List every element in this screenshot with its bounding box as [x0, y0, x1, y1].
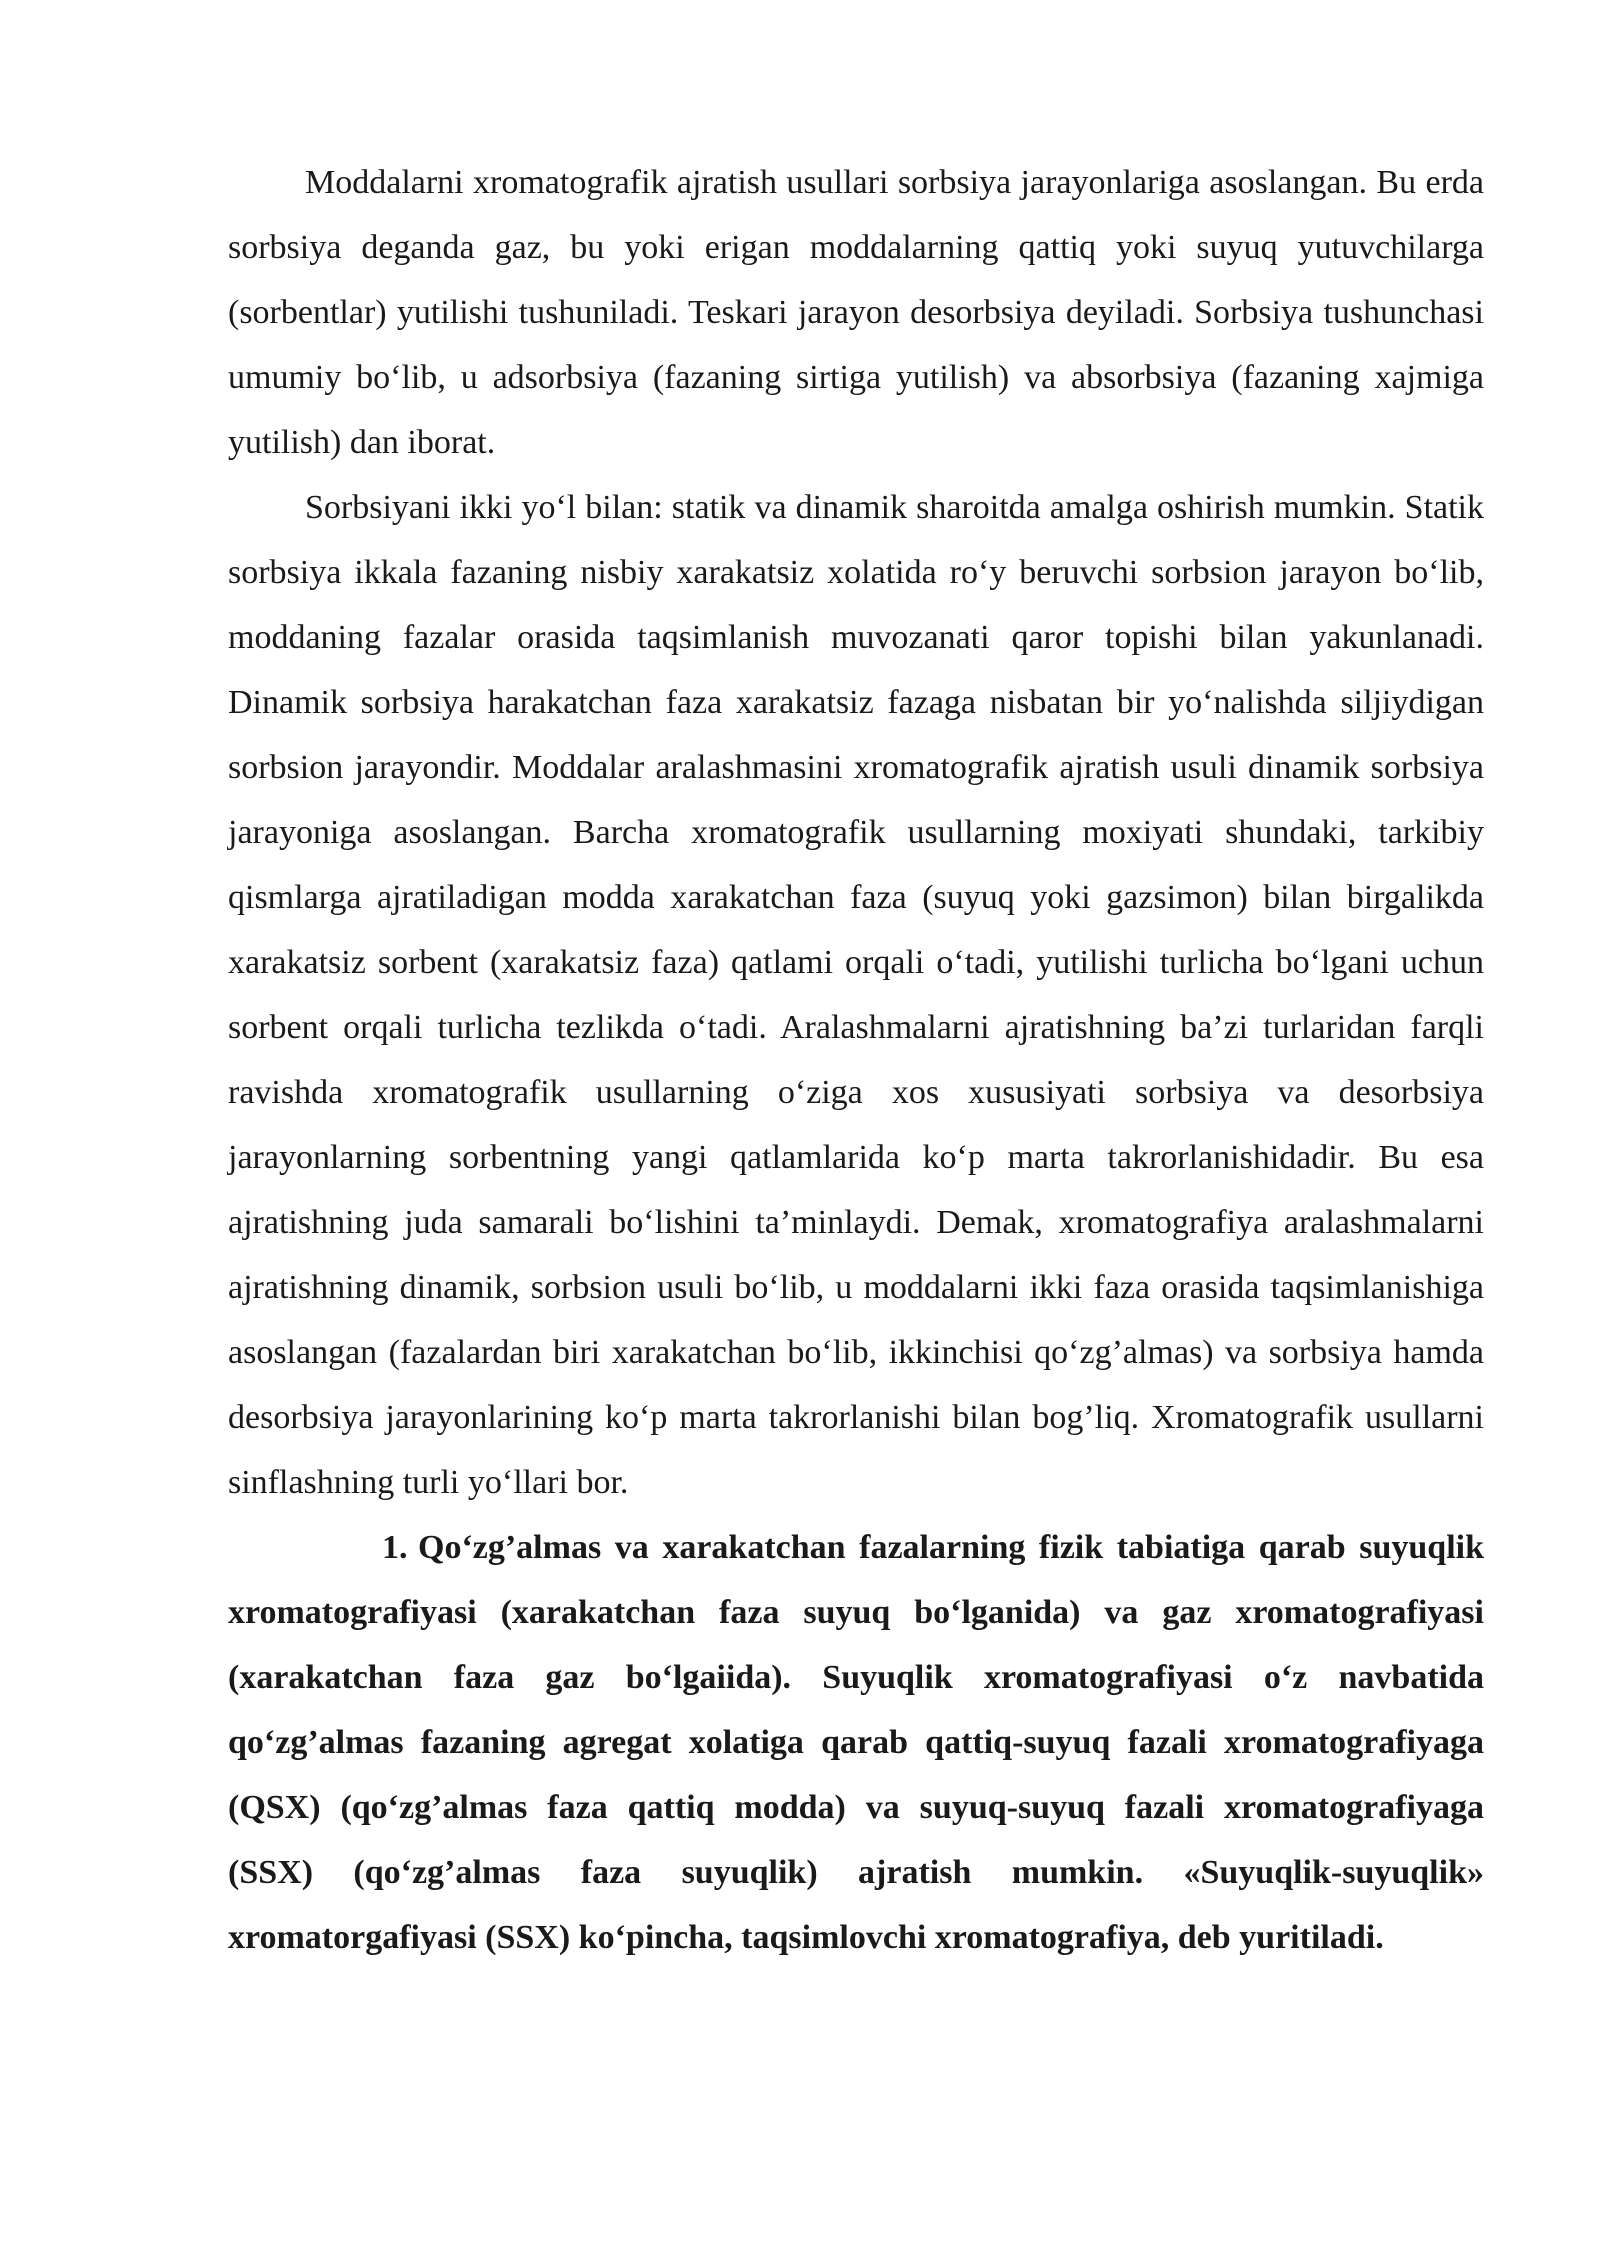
paragraph-static-dynamic-sorption: Sorbsiyani ikki yo‘l bilan: statik va dinamik sharoitda amalga oshirish mumkin. Statik sorbsiya ikkala fazaning nisbiy xarakatsiz xolatida ro‘y beruvchi sorbsion jarayon bo‘lib, moddaning fazalar orasida taqsimlanish muvozanati qaror topishi bilan yakunlanadi. Dinamik sorbsiya harakatchan faza xarakatsiz fazaga nisbatan bir yo‘nalishda siljiydigan sorbsion jarayondir. Moddalar aralashmasini xromatografik ajratish usuli dinamik sorbsiya jarayoniga asoslangan. Barcha xromatografik usullarning moxiyati shundaki, tarkibiy qismlarga ajratiladigan modda xarakatchan faza (suyuq yoki gazsimon) bilan birgalikda xarakatsiz sorbent (xarakatsiz faza) qatlami orqali o‘tadi, yutilishi turlicha bo‘lgani uchun sorbent orqali turlicha tezlikda o‘tadi. Aralashmalarni ajratishning ba’zi turlaridan farqli ravishda xromatografik usullarning o‘ziga xos xususiyati sorbsiya va desorbsiya jarayonlarning sorbentning yangi qatlamlarida ko‘p marta takrorlanishidadir. Bu esa ajratishning juda samarali bo‘lishini ta’minlaydi. Demak, xromatografiya aralashmalarni ajratishning dinamik, sorbsion usuli bo‘lib, u moddalarni ikki faza orasida taqsimlanishiga asoslangan (fazalardan biri xarakatchan bo‘lib, ikkinchisi qo‘zg’almas) va sorbsiya hamda desorbsiya jarayonlarining ko‘p marta takrorlanishi bilan bog’liq. Xromatografik usullarni sinflashning turli yo‘llari bor.: [228, 489, 1484, 1501]
numbered-list-item: 1. Qo‘zg’almas va xarakatchan fazalarning fizik tabiatiga qarab suyuqlik xromatografiyasi (xarakatchan faza suyuq bo‘lganida) va gaz xromatografiyasi (xarakatchan faza gaz bo‘lgaiida). Suyuqlik xromatografiyasi o‘z navbatida qo‘zg’almas fazaning agregat xolatiga qarab qattiq-suyuq fazali xromatografiyaga (QSX) (qo‘zg’almas faza qattiq modda) va suyuq-suyuq fazali xromatografiyaga (SSX) (qo‘zg’almas faza suyuqlik) ajratish mumkin. «Suyuqlik-suyuqlik» xromatorgafiyasi (SSX) ko‘pincha, taqsimlovchi xromatografiya, deb yuritiladi.: [228, 1529, 1484, 1956]
document-page: [228, 150, 1484, 1970]
list-item-text: Qo‘zg’almas va xarakatchan fazalarning fizik tabiatiga qarab suyuqlik xromatografiyasi (xarakatchan faza suyuq bo‘lganida) va gaz xromatografiyasi (xarakatchan faza gaz bo‘lgaiida). Suyuqlik xromatografiyasi o‘z navbatida qo‘zg’almas fazaning agregat xolatiga qarab qattiq-suyuq fazali xromatografiyaga (QSX) (qo‘zg’almas faza qattiq modda) va suyuq-suyuq fazali xromatografiyaga (SSX) (qo‘zg’almas faza suyuqlik) ajratish mumkin. «Suyuqlik-suyuqlik» xromatorgafiyasi (SSX) ko‘pincha, taqsimlovchi xromatografiya, deb yuritiladi.: [228, 1529, 1484, 1956]
paragraph-sorption-intro: Moddalarni xromatografik ajratish usullari sorbsiya jarayonlariga asoslangan. Bu erda sorbsiya deganda gaz, bu yoki erigan moddalarning qattiq yoki suyuq yutuvchilarga (sorbentlar) yutilishi tushuniladi. Teskari jarayon desorbsiya deyiladi. Sorbsiya tushunchasi umumiy bo‘lib, u adsorbsiya (fazaning sirtiga yutilish) va absorbsiya (fazaning xajmiga yutilish) dan iborat.: [228, 164, 1484, 461]
